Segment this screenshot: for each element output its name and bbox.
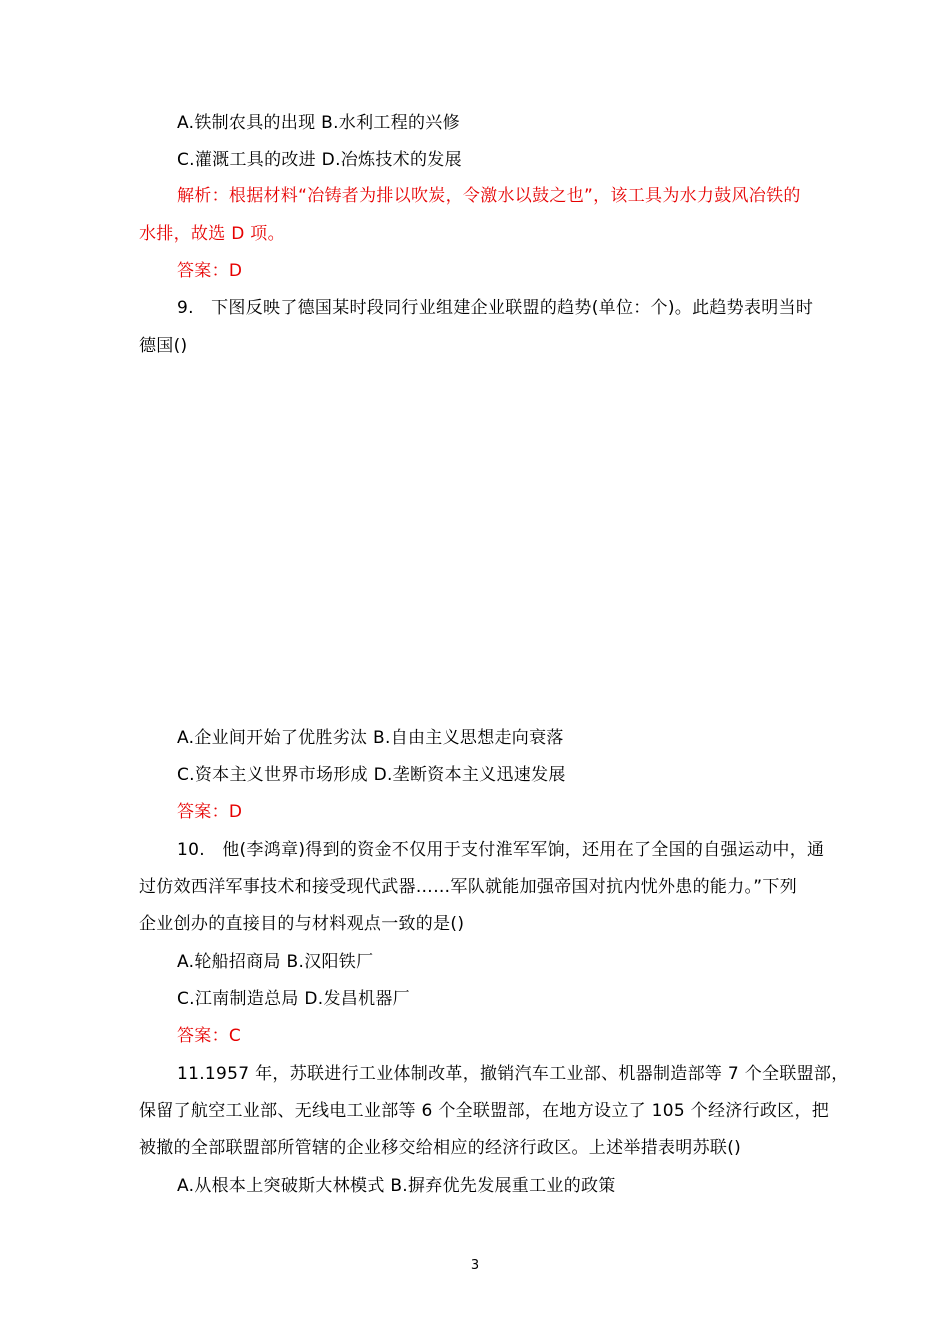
q10-answer: 答案：C (177, 1026, 242, 1046)
q8-analysis-line-1: 解析：根据材料“冶铸者为排以吹炭，令激水以鼓之也”，该工具为水力鼓风冶铁的 (177, 186, 801, 206)
q9-stem-line-2: 德国() (139, 336, 188, 356)
q11-stem-line-1: 11.1957 年，苏联进行工业体制改革，撤销汽车工业部、机器制造部等 7 个全联盟部， (177, 1064, 849, 1084)
q8-options-cd: C.灌溉工具的改进 D.冶炼技术的发展 (177, 150, 462, 170)
q11-stem-line-2: 保留了航空工业部、无线电工业部等 6 个全联盟部，在地方设立了 105 个经济行政区，把 (139, 1101, 830, 1121)
q10-stem-line-1: 10. 他(李鸿章)得到的资金不仅用于支付淮军军饷，还用在了全国的自强运动中，通 (177, 840, 825, 860)
q9-options-ab: A.企业间开始了优胜劣汰 B.自由主义思想走向衰落 (177, 728, 564, 748)
q11-options-ab: A.从根本上突破斯大林模式 B.摒弃优先发展重工业的政策 (177, 1176, 616, 1196)
q9-figure-area (140, 370, 820, 710)
q8-options-ab: A.铁制农具的出现 B.水利工程的兴修 (177, 113, 460, 133)
q8-analysis-line-2: 水排，故选 D 项。 (139, 224, 285, 244)
q9-stem-line-1: 9. 下图反映了德国某时段同行业组建企业联盟的趋势(单位：个)。此趋势表明当时 (177, 298, 814, 318)
page-number: 3 (470, 1258, 480, 1273)
q8-answer: 答案：D (177, 261, 243, 281)
q10-options-cd: C.江南制造总局 D.发昌机器厂 (177, 989, 410, 1009)
q10-options-ab: A.轮船招商局 B.汉阳铁厂 (177, 952, 374, 972)
q10-stem-line-2: 过仿效西洋军事技术和接受现代武器……军队就能加强帝国对抗内忧外患的能力。”下列 (139, 877, 798, 897)
q9-options-cd: C.资本主义世界市场形成 D.垄断资本主义迅速发展 (177, 765, 566, 785)
q11-stem-line-3: 被撤的全部联盟部所管辖的企业移交给相应的经济行政区。上述举措表明苏联() (139, 1138, 742, 1158)
q9-answer: 答案：D (177, 802, 243, 822)
q10-stem-line-3: 企业创办的直接目的与材料观点一致的是() (139, 914, 465, 934)
